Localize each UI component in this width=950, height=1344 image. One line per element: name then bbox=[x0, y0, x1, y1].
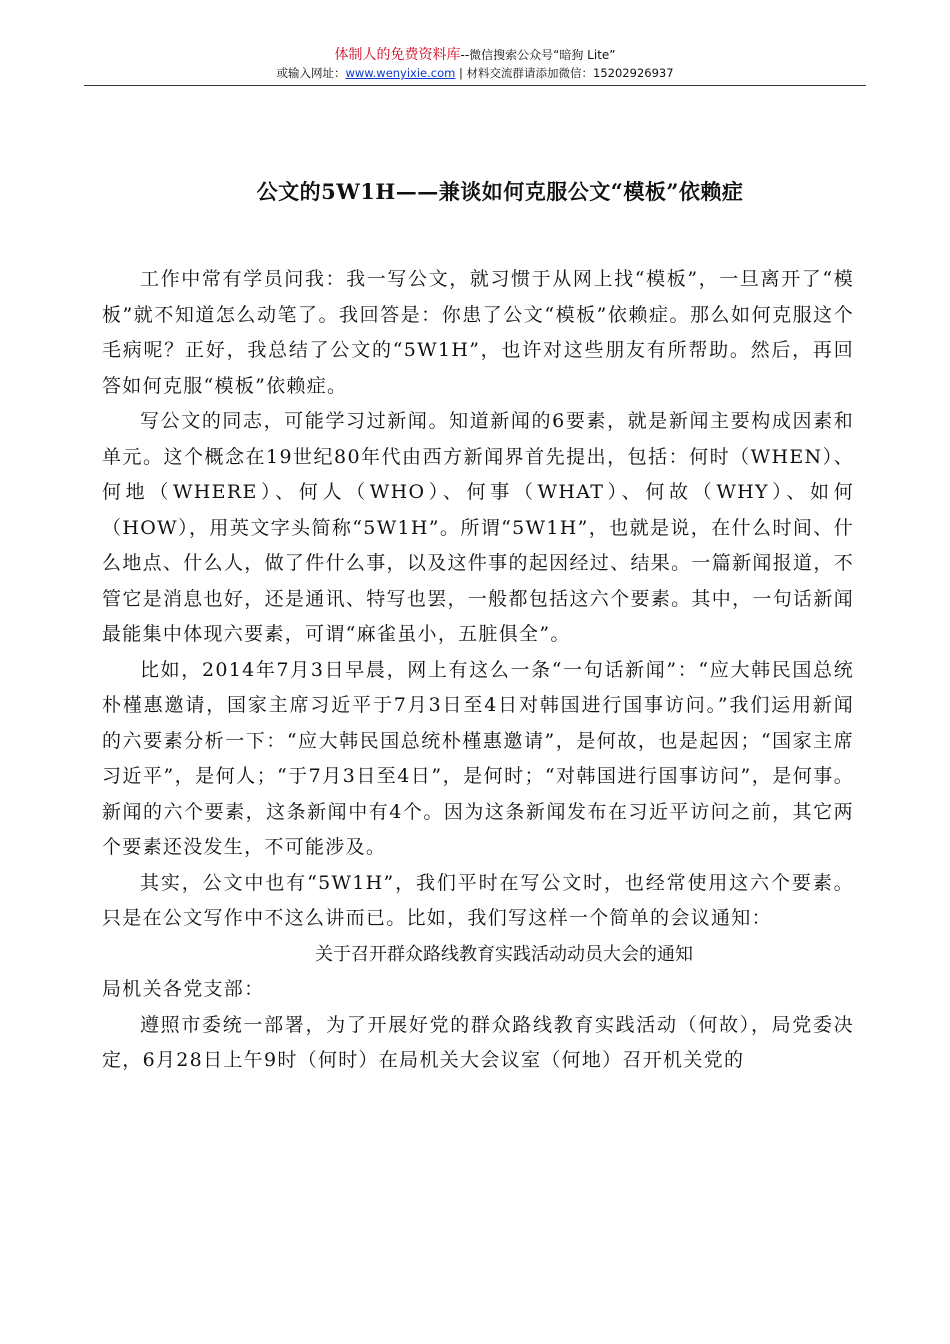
document-title: 公文的5W1H——兼谈如何克服公文“模板”依赖症 bbox=[256, 179, 744, 204]
header-tagline: --微信搜索公众号“暗狗 Lite” bbox=[460, 48, 616, 62]
page-header bbox=[0, 46, 950, 82]
notice-body: 遵照市委统一部署，为了开展好党的群众路线教育实践活动（何故），局党委决定，6月28日上午9时（何时）在局机关大会议室（何地）召开机关党的 bbox=[102, 1013, 854, 1071]
notice-salutation: 局机关各党支部： bbox=[102, 978, 265, 1000]
document-body bbox=[102, 262, 854, 1079]
paragraph-2: 写公文的同志，可能学习过新闻。知道新闻的6要素，就是新闻主要构成因素和单元。这个概念在19世纪80年代由西方新闻界首先提出，包括：何时（WHEN）、何地（WHERE）、何人（WHO）、何事（WHAT）、何故（WHY）、如何（HOW），用英文字头简称“5W1H”。所谓“5W1H”，也就是说，在什么时间、什么地点、什么人，做了件什么事，以及这件事的起因经过、结果。一篇新闻报道，不管它是消息也好，还是通讯、特写也罢，一般都包括这六个要素。其中，一句话新闻最能集中体现六要素，可谓“麻雀虽小，五脏俱全”。 bbox=[102, 410, 854, 645]
header-line-1 bbox=[0, 46, 950, 64]
paragraph-4: 其实，公文中也有“5W1H”，我们平时在写公文时，也经常使用这六个要素。只是在公文写作中不这么讲而已。比如，我们写这样一个简单的会议通知： bbox=[102, 871, 854, 929]
notice-title: 关于召开群众路线教育实践活动动员大会的通知 bbox=[315, 943, 693, 965]
header-brand: 体制人的免费资料库 bbox=[334, 47, 461, 63]
header-divider bbox=[84, 85, 866, 86]
paragraph-3: 比如，2014年7月3日早晨，网上有这么一条“一句话新闻”：“应大韩民国总统朴槿惠邀请，国家主席习近平于7月3日至4日对韩国进行国事访问。”我们运用新闻的六要素分析一下：“应大韩民国总统朴槿惠邀请”，是何故，也是起因；“国家主席习近平”，是何人；“于7月3日至4日”，是何时；“对韩国进行国事访问”，是何事。新闻的六个要素，这条新闻中有4个。因为这条新闻发布在习近平访问之前，其它两个要素还没发生，不可能涉及。 bbox=[102, 658, 854, 858]
header-url-link[interactable]: www.wenyixie.com bbox=[345, 66, 456, 80]
header-contact: | 材料交流群请添加微信：15202926937 bbox=[455, 66, 674, 80]
paragraph-1: 工作中常有学员问我：我一写公文，就习惯于从网上找“模板”，一旦离开了“模板”就不知道怎么动笔了。我回答是：你患了公文“模板”依赖症。那么如何克服这个毛病呢？正好，我总结了公文的“5W1H”，也许对这些朋友有所帮助。然后，再回答如何克服“模板”依赖症。 bbox=[102, 268, 854, 397]
header-url-prefix: 或输入网址： bbox=[276, 66, 346, 80]
header-line-2 bbox=[0, 64, 950, 82]
